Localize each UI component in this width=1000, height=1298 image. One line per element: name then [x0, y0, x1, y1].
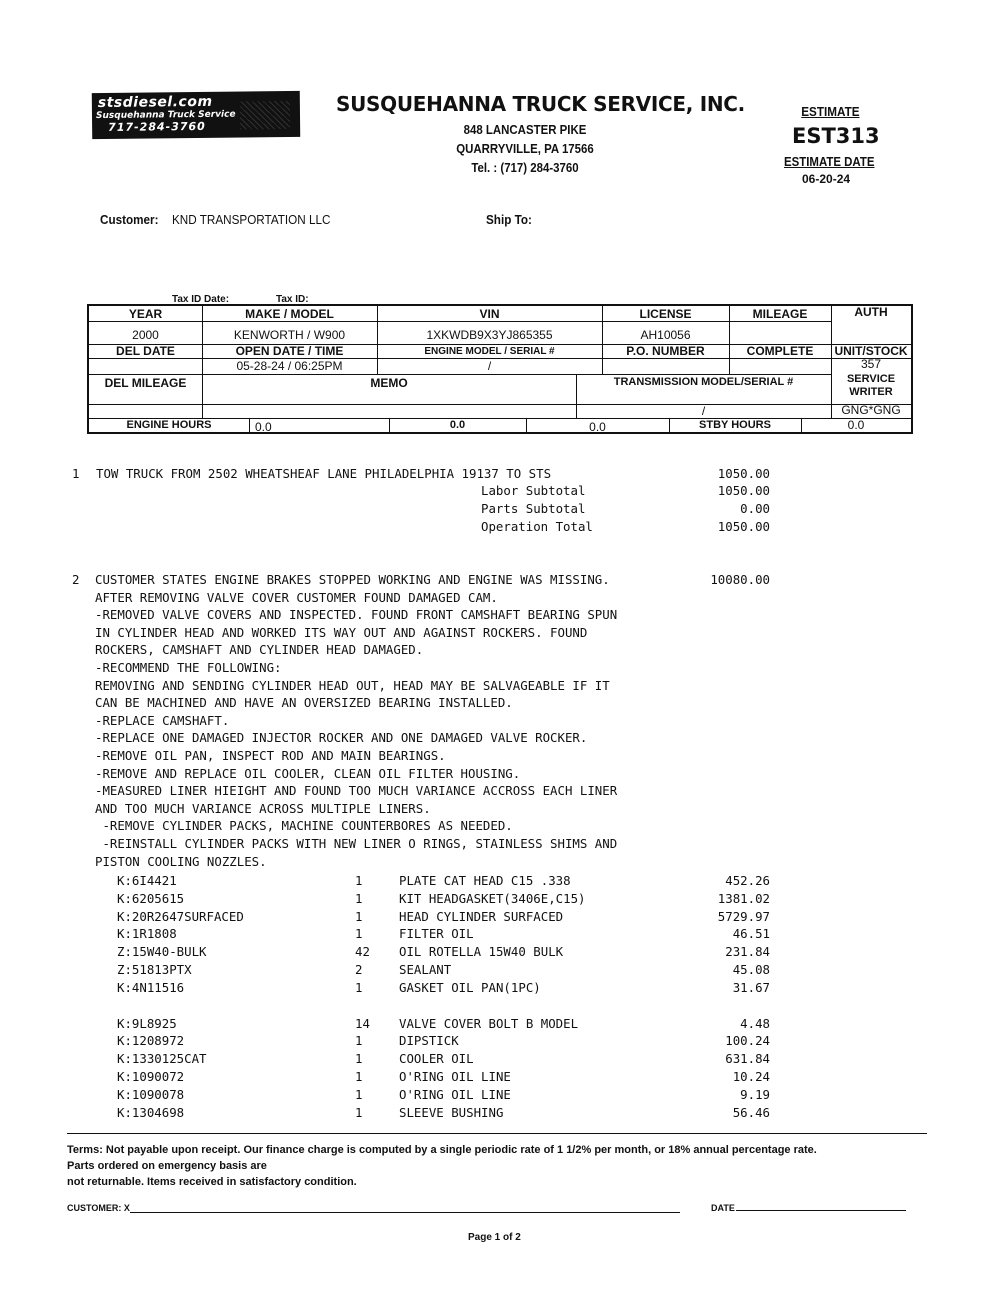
description-line: -MEASURED LINER HIEIGHT AND FOUND TOO MUCH VARIANCE ACCROSS EACH LINER	[95, 783, 618, 799]
stby-hours-value: 0.0	[847, 418, 865, 432]
part-description: VALVE COVER BOLT B MODEL	[399, 1015, 579, 1031]
terms-line-2: Parts ordered on emergency basis are	[67, 1160, 267, 1172]
part-quantity: 1	[355, 926, 363, 942]
service-writer-label-line1: SERVICE	[846, 373, 896, 385]
date-signature-label: DATE	[711, 1203, 735, 1213]
part-quantity: 1	[355, 1069, 363, 1084]
part-price: 31.67	[732, 979, 770, 995]
description-line: -REMOVE OIL PAN, INSPECT ROD AND MAIN BEARINGS.	[95, 748, 446, 763]
part-description: SLEEVE BUSHING	[399, 1104, 504, 1120]
operation-2-number: 2	[72, 572, 80, 587]
po-number-label: P.O. NUMBER	[626, 344, 705, 358]
part-number: K:1330125CAT	[117, 1051, 207, 1067]
description-line: CAN BE MACHINED AND HAVE AN OVERSIZED BEARING INSTALLED.	[95, 695, 513, 711]
part-price: 45.08	[732, 962, 770, 977]
open-date-time-value: 05-28-24 / 06:25PM	[236, 359, 343, 373]
part-number: K:1090072	[117, 1069, 185, 1084]
mileage-label: MILEAGE	[752, 307, 808, 321]
part-quantity: 1	[355, 1051, 363, 1067]
operation-1-amount: 1050.00	[717, 466, 770, 481]
estimate-number: EST313	[792, 124, 880, 148]
date-signature-line[interactable]	[736, 1210, 906, 1211]
part-quantity: 1	[355, 1086, 363, 1102]
transmission-model-serial-value: /	[701, 404, 706, 418]
part-number: Z:51813PTX	[117, 962, 192, 977]
vin-label: VIN	[479, 307, 500, 321]
description-line: -REMOVED VALVE COVERS AND INSPECTED. FOUND FRONT CAMSHAFT BEARING SPUN	[95, 607, 618, 623]
part-quantity: 42	[355, 944, 370, 960]
part-number: K:1208972	[117, 1033, 185, 1049]
memo-label: MEMO	[370, 376, 408, 390]
part-description: O'RING OIL LINE	[399, 1086, 511, 1102]
part-number: K:20R2647SURFACED	[117, 908, 244, 924]
logo-truck-graphic-icon	[240, 101, 290, 130]
year-value: 2000	[132, 328, 159, 342]
part-price: 100.24	[725, 1033, 770, 1049]
part-price: 4.48	[740, 1015, 770, 1031]
engine-model-serial-value: /	[487, 359, 492, 373]
transmission-model-serial-label: TRANSMISSION MODEL/SERIAL #	[613, 376, 794, 388]
part-number: K:1304698	[117, 1104, 185, 1120]
description-line: AND TOO MUCH VARIANCE ACROSS MULTIPLE LINERS.	[95, 800, 431, 816]
description-line: -REPLACE ONE DAMAGED INJECTOR ROCKER AND ONE DAMAGED VALVE ROCKER.	[95, 730, 588, 746]
part-price: 56.46	[732, 1104, 770, 1120]
part-quantity: 1	[355, 979, 363, 995]
stby-hours-label: STBY HOURS	[699, 419, 771, 431]
estimate-date-label: ESTIMATE DATE	[784, 154, 875, 169]
operation-total-value: 1050.00	[717, 519, 770, 534]
operation-2-amount: 10080.00	[710, 572, 770, 587]
terms-line-1: Terms: Not payable upon receipt. Our finance charge is computed by a single periodic rate of 1 1/2% per month, or 18% annual percentage rate.	[67, 1144, 817, 1156]
description-line: PISTON COOLING NOZZLES.	[95, 853, 267, 869]
logo-phone: 717-284-3760	[108, 119, 206, 134]
part-quantity: 14	[355, 1015, 370, 1031]
description-line: IN CYLINDER HEAD AND WORKED ITS WAY OUT AND AGAINST ROCKERS. FOUND	[95, 624, 588, 640]
service-writer-value: GNG*GNG	[841, 403, 901, 417]
part-number: Z:15W40-BULK	[117, 944, 207, 960]
description-line: CUSTOMER STATES ENGINE BRAKES STOPPED WORKING AND ENGINE WAS MISSING.	[95, 572, 610, 587]
part-description: OIL ROTELLA 15W40 BULK	[399, 944, 564, 960]
part-description: HEAD CYLINDER SURFACED	[399, 908, 564, 924]
service-writer-label-line2: WRITER	[849, 386, 893, 398]
labor-subtotal-value: 1050.00	[717, 483, 770, 498]
description-line: -REMOVE AND REPLACE OIL COOLER, CLEAN OIL FILTER HOUSING.	[95, 765, 521, 781]
license-value: AH10056	[640, 328, 691, 342]
tax-id-date-label: Tax ID Date:	[172, 294, 230, 305]
part-price: 1381.02	[717, 890, 770, 906]
customer-name: KND TRANSPORTATION LLC	[172, 212, 331, 227]
make-model-value: KENWORTH / W900	[233, 328, 346, 342]
description-line: ROCKERS, CAMSHAFT AND CYLINDER HEAD DAMAGED.	[95, 642, 424, 658]
reefer-hours-label: 0.0	[449, 419, 466, 431]
part-quantity: 1	[355, 1033, 363, 1049]
open-date-time-label: OPEN DATE / TIME	[235, 344, 344, 358]
description-line: AFTER REMOVING VALVE COVER CUSTOMER FOUND DAMAGED CAM.	[95, 589, 498, 605]
engine-model-serial-label: ENGINE MODEL / SERIAL #	[424, 346, 555, 357]
part-price: 10.24	[732, 1069, 770, 1084]
auth-label: AUTH	[854, 305, 888, 319]
del-date-label: DEL DATE	[116, 344, 175, 358]
terms-divider	[67, 1133, 927, 1134]
part-quantity: 1	[355, 908, 363, 924]
unit-stock-label: UNIT/STOCK	[834, 344, 908, 358]
part-number: K:4N11516	[117, 979, 185, 995]
part-description: SEALANT	[399, 962, 452, 977]
part-number: K:1090078	[117, 1086, 185, 1102]
description-line: REMOVING AND SENDING CYLINDER HEAD OUT, HEAD MAY BE SALVAGEABLE IF IT	[95, 677, 610, 693]
part-number: K:6205615	[117, 890, 185, 906]
estimate-label: ESTIMATE	[801, 104, 860, 119]
year-label: YEAR	[128, 307, 163, 321]
part-description: FILTER OIL	[399, 926, 474, 942]
company-name: SUSQUEHANNA TRUCK SERVICE, INC.	[336, 92, 745, 116]
operation-1-number: 1	[72, 466, 80, 481]
part-quantity: 1	[355, 890, 363, 906]
engine-hours-label: ENGINE HOURS	[126, 419, 212, 431]
part-price: 46.51	[732, 926, 770, 942]
company-logo	[92, 91, 300, 139]
description-line: -REMOVE CYLINDER PACKS, MACHINE COUNTERBORES AS NEEDED.	[95, 818, 513, 834]
engine-hours-value: 0.0	[255, 420, 272, 434]
del-mileage-label: DEL MILEAGE	[104, 376, 187, 390]
unit-stock-value: 357	[860, 357, 882, 371]
part-quantity: 1	[355, 1104, 363, 1120]
part-description: GASKET OIL PAN(1PC)	[399, 979, 541, 995]
logo-company-name: Susquehanna Truck Service	[95, 109, 236, 122]
part-description: COOLER OIL	[399, 1051, 474, 1067]
logo-website: stsdiesel.com	[97, 93, 213, 112]
part-price: 231.84	[725, 944, 770, 960]
part-number: K:9L8925	[117, 1015, 177, 1031]
part-number: K:6I4421	[117, 873, 177, 888]
customer-signature-label: CUSTOMER: X	[67, 1203, 130, 1213]
part-price: 631.84	[725, 1051, 770, 1067]
part-quantity: 1	[355, 873, 363, 888]
page-number: Page 1 of 2	[468, 1232, 521, 1243]
ship-to-label: Ship To:	[486, 212, 532, 227]
vehicle-info-table	[87, 304, 913, 434]
license-label: LICENSE	[639, 307, 692, 321]
part-description: KIT HEADGASKET(3406E,C15)	[399, 890, 586, 906]
part-price: 9.19	[740, 1086, 770, 1102]
operation-total-label: Operation Total	[481, 519, 593, 534]
part-quantity: 2	[355, 962, 363, 977]
terms-line-3: not returnable. Items received in satisfactory condition.	[67, 1176, 357, 1188]
customer-signature-line[interactable]	[130, 1212, 680, 1213]
description-line: -REINSTALL CYLINDER PACKS WITH NEW LINER O RINGS, STAINLESS SHIMS AND	[95, 836, 618, 851]
estimate-date: 06-20-24	[802, 172, 851, 186]
company-address-line2: QUARRYVILLE, PA 17566	[456, 141, 594, 156]
vin-value: 1XKWDB9X3YJ865355	[426, 328, 553, 342]
complete-label: COMPLETE	[746, 344, 814, 358]
part-description: DIPSTICK	[399, 1033, 459, 1049]
description-line: -RECOMMEND THE FOLLOWING:	[95, 660, 282, 675]
parts-subtotal-label: Parts Subtotal	[481, 501, 586, 516]
company-address-line1: 848 LANCASTER PIKE	[463, 122, 587, 137]
customer-label: Customer:	[100, 212, 159, 227]
description-line: -REPLACE CAMSHAFT.	[95, 712, 230, 728]
parts-subtotal-value: 0.00	[740, 501, 770, 516]
part-number: K:1R1808	[117, 926, 177, 942]
part-price: 452.26	[725, 873, 770, 888]
part-price: 5729.97	[717, 908, 770, 924]
labor-subtotal-label: Labor Subtotal	[481, 483, 586, 498]
make-model-label: MAKE / MODEL	[245, 307, 334, 321]
reefer-hours-value: 0.0	[589, 420, 606, 434]
part-description: PLATE CAT HEAD C15 .338	[399, 873, 571, 888]
part-description: O'RING OIL LINE	[399, 1069, 511, 1084]
operation-1-description: TOW TRUCK FROM 2502 WHEATSHEAF LANE PHILADELPHIA 19137 TO STS	[96, 466, 552, 481]
company-phone: Tel. : (717) 284-3760	[471, 160, 579, 175]
terms-text	[67, 1142, 927, 1190]
tax-id-label: Tax ID:	[276, 294, 309, 305]
